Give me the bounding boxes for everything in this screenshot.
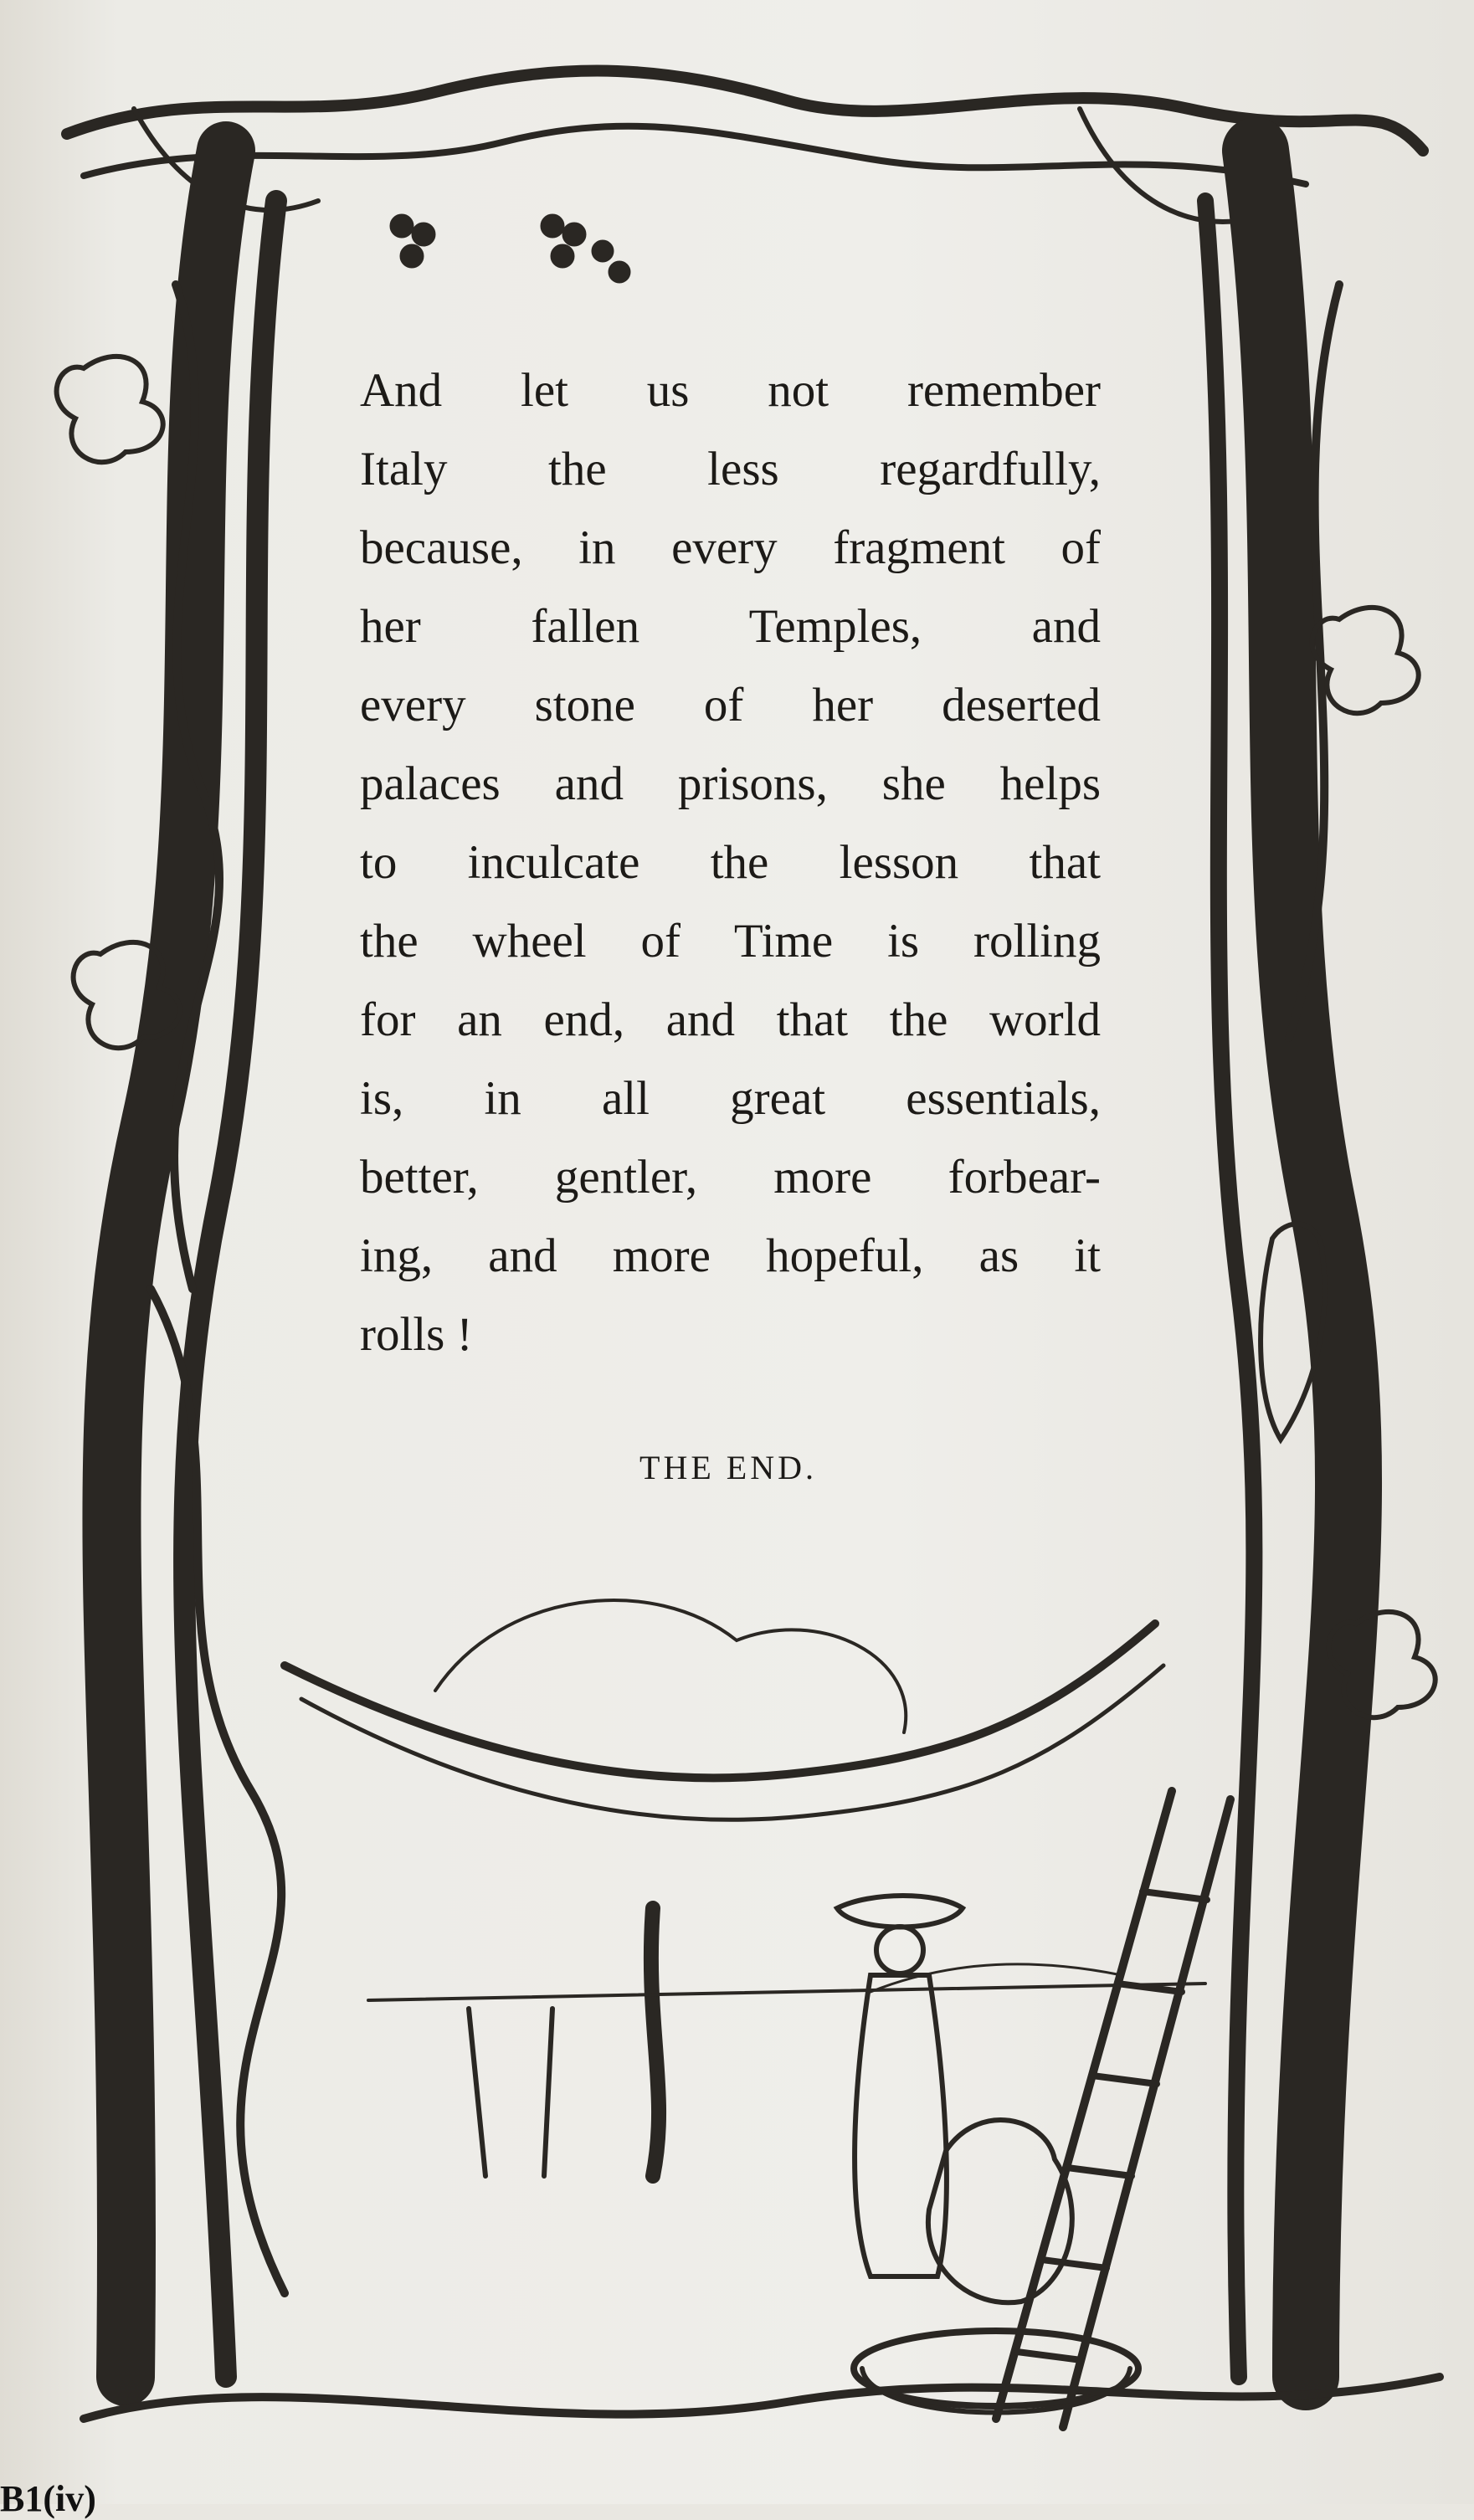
passage-line: ing, and more hopeful, as it xyxy=(360,1229,1101,1282)
passage-line: is, in all great essentials, xyxy=(360,1072,1101,1125)
passage-line: Italy the less regardfully, xyxy=(360,443,1101,495)
passage-line: better, gentler, more forbear- xyxy=(360,1151,1101,1204)
page-signature-mark: B1(iv) xyxy=(0,2478,96,2519)
passage-line: And let us not remember xyxy=(360,364,1101,417)
passage-line: palaces and prisons, she helps xyxy=(360,757,1101,810)
closing-passage xyxy=(360,352,1101,1374)
passage-line: to inculcate the lesson that xyxy=(360,836,1101,889)
woman-with-basket xyxy=(837,1896,963,1927)
passage-line: every stone of her deserted xyxy=(360,679,1101,731)
passage-line: her fallen Temples, and xyxy=(360,600,1101,653)
passage-line: the wheel of Time is rolling xyxy=(360,915,1101,967)
passage-line: rolls ! xyxy=(360,1308,473,1361)
passage-line: because, in every fragment of xyxy=(360,521,1101,574)
the-end-heading: THE END. xyxy=(639,1449,817,1486)
passage-line: for an end, and that the world xyxy=(360,993,1101,1046)
